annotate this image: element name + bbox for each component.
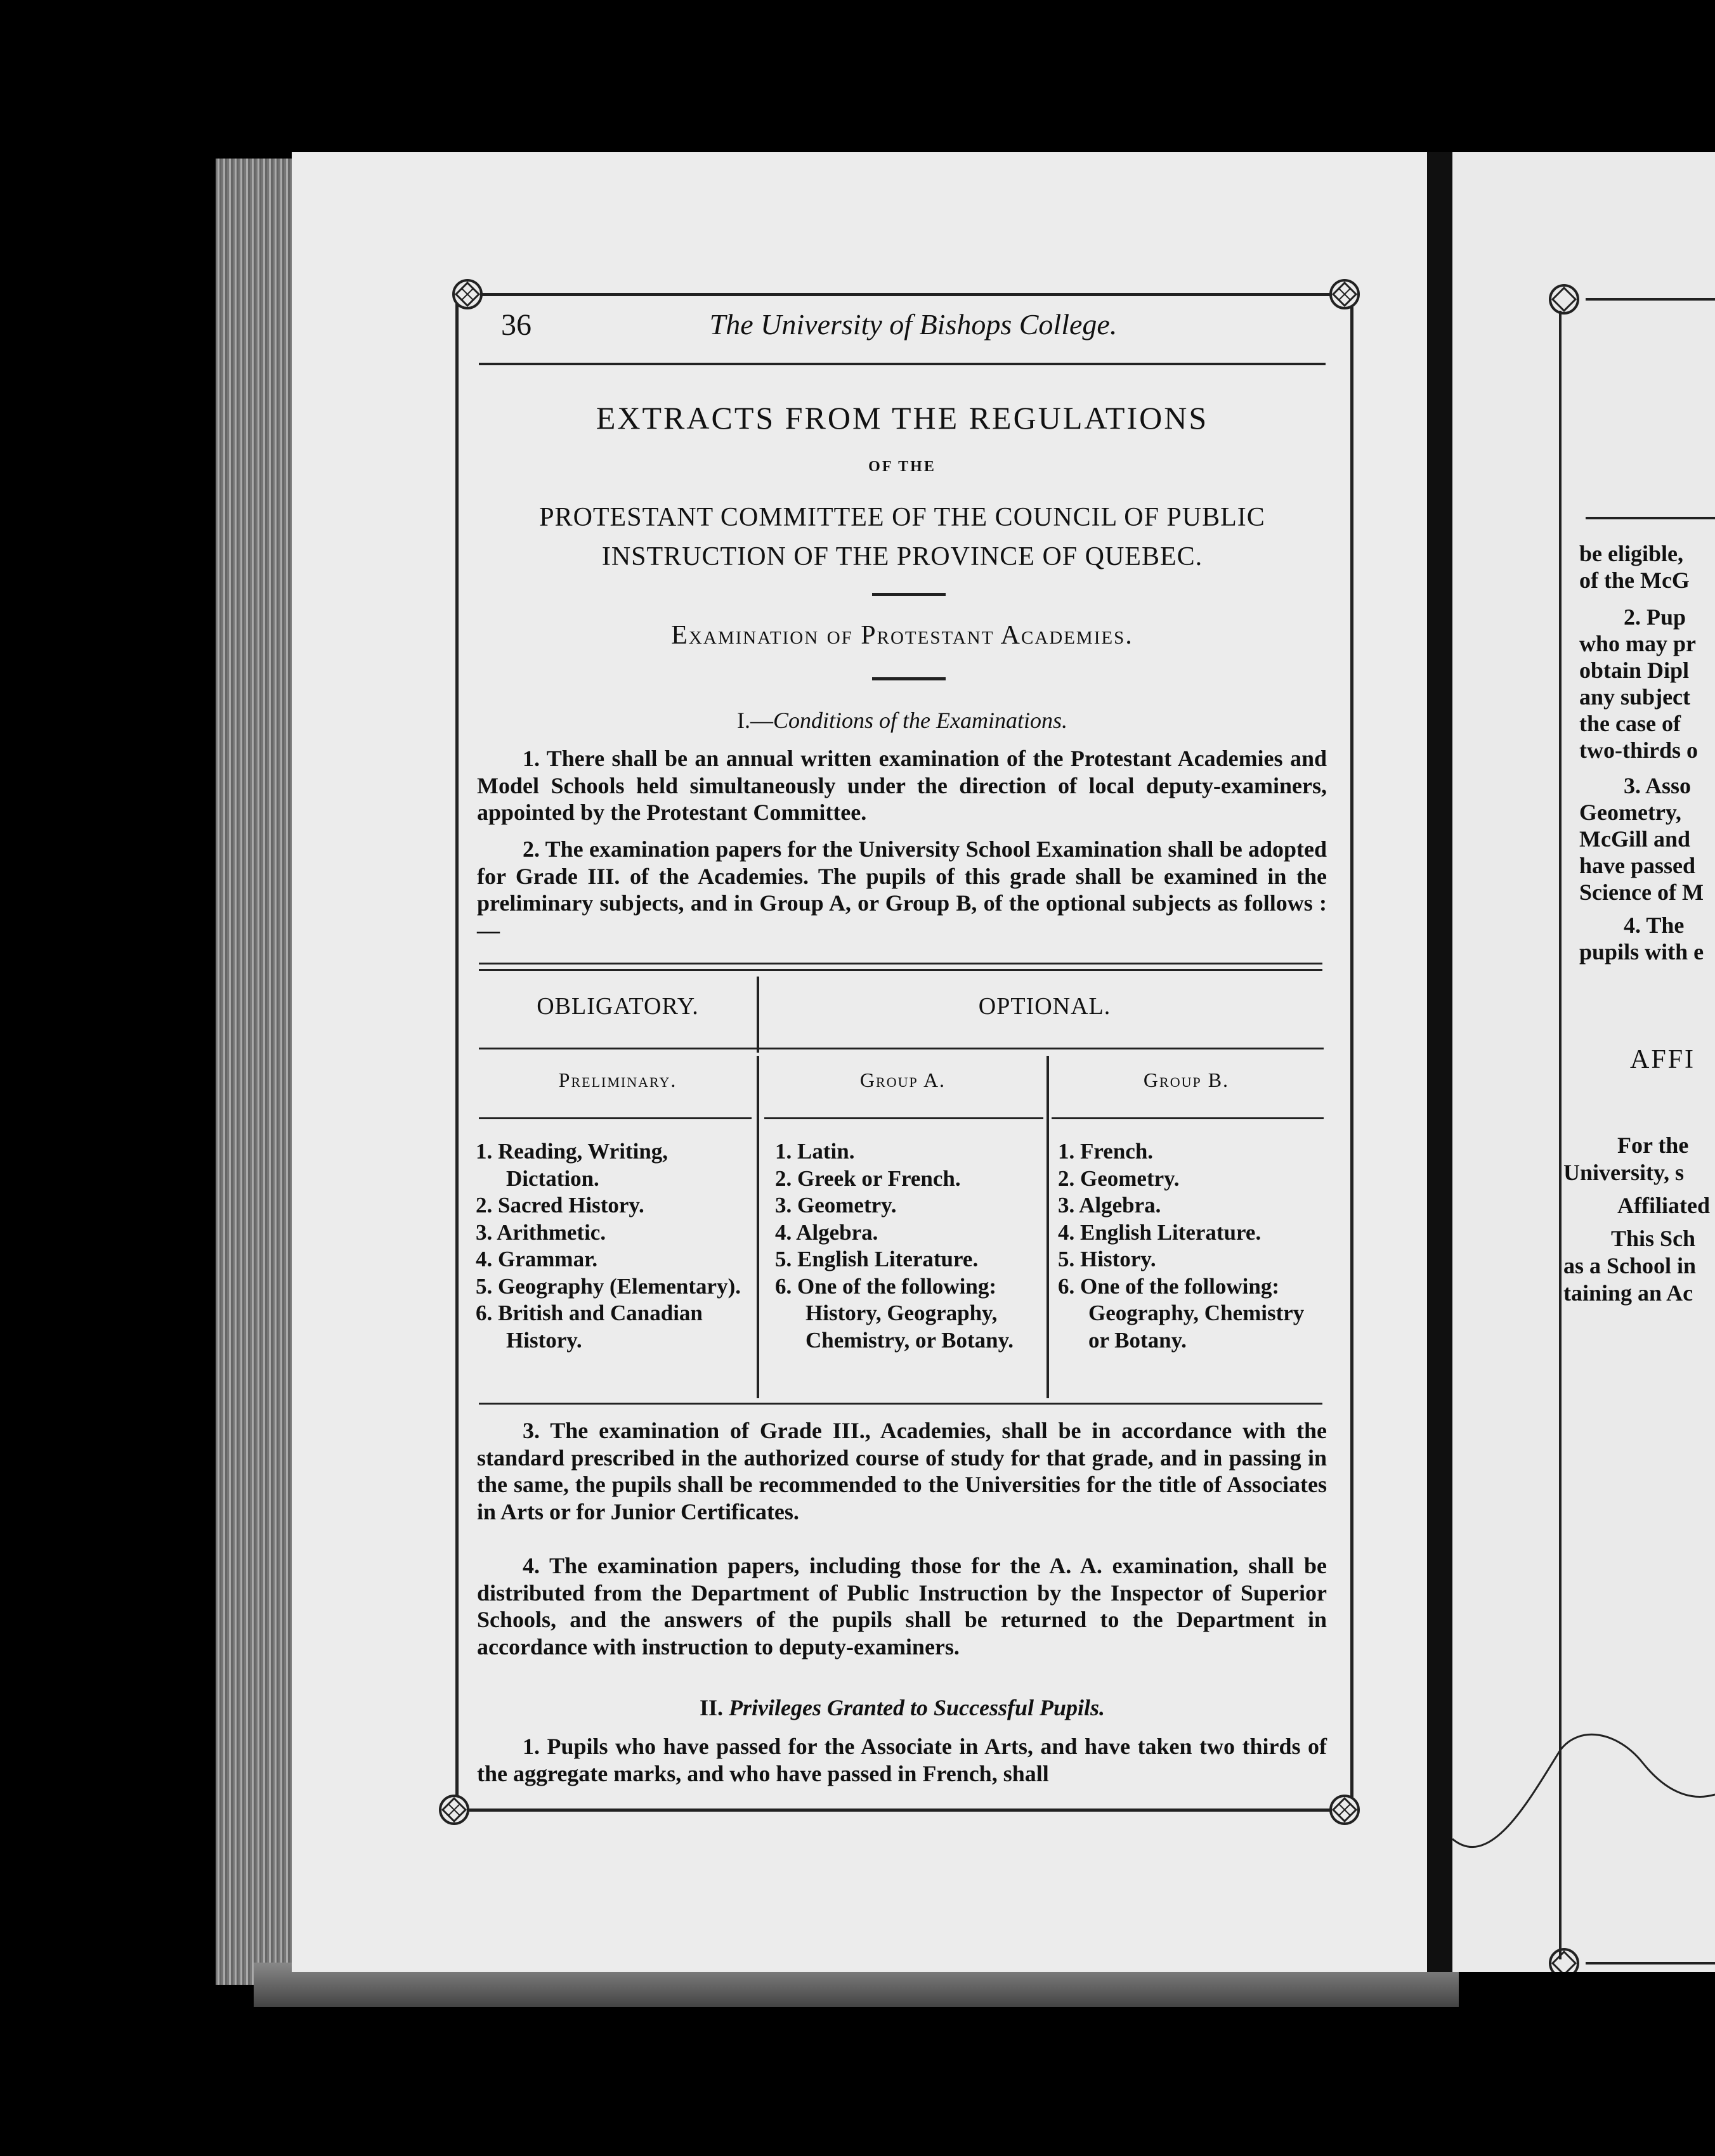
- list-item: 4. English Literature.: [1058, 1219, 1262, 1245]
- list-item: 4. Grammar.: [476, 1247, 598, 1271]
- section-title: Conditions of the Examinations.: [773, 708, 1067, 733]
- paragraph: 1. Pupils who have passed for the Associate in Arts, and have taken two thirds of the aggregate marks, and who have passed in French, shall: [477, 1734, 1327, 1786]
- right-page-bottom-rule: [1586, 1962, 1715, 1964]
- table-divider: [757, 1056, 759, 1398]
- right-page-line: obtain Dipl: [1579, 658, 1690, 683]
- list-item: 2. Greek or French.: [775, 1166, 961, 1191]
- table-rule: [1052, 1117, 1324, 1119]
- right-page-line: McGill and: [1579, 826, 1691, 852]
- table-top-rule: [479, 963, 1322, 964]
- list-item: 2. Geometry.: [1058, 1166, 1180, 1191]
- preliminary-list: [476, 1138, 755, 1354]
- right-page-line: This Sch: [1611, 1226, 1696, 1251]
- stray-pen-line-icon: [1452, 1725, 1715, 1877]
- list-item: 5. Geography (Elementary).: [476, 1273, 741, 1299]
- right-page-line: 4. The: [1624, 912, 1685, 938]
- corner-ornament-icon: [1548, 283, 1581, 316]
- corner-ornament-icon: [438, 1793, 471, 1826]
- right-page: [1452, 152, 1715, 1972]
- list-item: 6. One of the following: Geography, Chemistry or Botany.: [1058, 1273, 1305, 1353]
- group-b-header: Group B.: [1143, 1068, 1230, 1091]
- right-page-line: be eligible,: [1579, 541, 1683, 566]
- list-item: 3. Algebra.: [1058, 1193, 1161, 1218]
- list-item: 5. History.: [1058, 1247, 1156, 1271]
- right-page-frame-left: [1559, 311, 1562, 1959]
- examination-heading: Examination of Protestant Academies.: [671, 621, 1133, 650]
- title-connector: OF THE: [868, 458, 936, 475]
- paragraph: 4. The examination papers, including those for the A. A. examination, shall be distributed from the Department of Public Instruction by the Inspector of Superior Schools, and the answers of the pupils shall be returned to the Department in accordance with instruction to deputy-examiners.: [477, 1553, 1327, 1659]
- short-rule: [872, 593, 946, 596]
- optional-header: OPTIONAL.: [978, 993, 1111, 1020]
- list-item: 3. Arithmetic.: [476, 1219, 606, 1245]
- list-item: 1. Latin.: [775, 1139, 855, 1164]
- corner-ornament-icon: [1328, 278, 1361, 311]
- list-item: 6. British and Canadian History.: [476, 1301, 703, 1353]
- right-page-line: as a School in: [1563, 1253, 1697, 1278]
- section-title: Privileges Granted to Successful Pupils.: [729, 1695, 1105, 1720]
- section-heading: [469, 707, 1335, 734]
- table-rule: [479, 1048, 757, 1049]
- right-page-line: Science of M: [1579, 880, 1704, 905]
- list-item: 4. Algebra.: [775, 1219, 878, 1245]
- list-item: 1. French.: [1058, 1139, 1154, 1164]
- obligatory-header: OBLIGATORY.: [537, 993, 699, 1020]
- group-b-list: [1058, 1138, 1323, 1354]
- right-page-line: pupils with e: [1579, 939, 1704, 964]
- right-page-head-rule: [1586, 517, 1715, 519]
- running-head: [501, 308, 1326, 352]
- right-page-line: Affiliated: [1617, 1193, 1710, 1218]
- right-page-line: Geometry,: [1579, 800, 1681, 825]
- right-page-heading: AFFI: [1630, 1045, 1696, 1074]
- table-bottom-rule: [479, 1403, 1322, 1405]
- paragraph: 2. The examination papers for the University School Examination shall be adopted for Grade III. of the Academies. The pupils of this grade shall be examined in the preliminary subjects, and in Group A, or Group B, of the optional subjects as follows :—: [477, 836, 1327, 943]
- right-page-line: have passed: [1579, 853, 1696, 878]
- right-page-line: taining an Ac: [1563, 1280, 1693, 1306]
- right-page-line: who may pr: [1579, 631, 1697, 656]
- right-page-line: any subject: [1579, 684, 1691, 710]
- frame-bottom-rule: [469, 1809, 1335, 1812]
- right-page-line: 2. Pup: [1624, 604, 1686, 630]
- right-page-line: University, s: [1563, 1160, 1685, 1185]
- group-a-header: Group A.: [859, 1068, 946, 1091]
- table-top-rule: [479, 969, 1322, 971]
- right-page-line: 3. Asso: [1624, 773, 1692, 798]
- table-rule: [479, 1117, 752, 1119]
- right-page-line: the case of: [1579, 711, 1681, 736]
- committee-title-line: INSTRUCTION OF THE PROVINCE OF QUEBEC.: [601, 542, 1203, 571]
- head-rule: [479, 363, 1326, 365]
- table-divider: [1047, 1056, 1049, 1398]
- book-gutter: [1427, 152, 1452, 1972]
- frame-top-rule: [469, 293, 1335, 296]
- page-number: 36: [501, 308, 531, 342]
- document-title: EXTRACTS FROM THE REGULATIONS: [596, 400, 1209, 436]
- short-rule: [872, 677, 946, 680]
- right-page-top-rule: [1586, 298, 1715, 301]
- table-rule: [759, 1048, 1324, 1049]
- paragraph: 3. The examination of Grade III., Academies, shall be in accordance with the standard prescribed in the authorized course of study for that grade, and in passing in the same, the pupils shall be recommended to the Universities for the title of Associates in Arts or for Junior Certificates.: [477, 1418, 1327, 1524]
- group-a-list: [775, 1138, 1043, 1354]
- preliminary-header: Preliminary.: [558, 1068, 677, 1091]
- list-item: 2. Sacred History.: [476, 1193, 644, 1218]
- section-numeral: I.—: [737, 708, 773, 733]
- section-numeral: II.: [699, 1695, 724, 1720]
- running-title: The University of Bishops College.: [709, 308, 1118, 341]
- right-page-line: For the: [1617, 1133, 1689, 1158]
- list-item: 5. English Literature.: [775, 1247, 979, 1271]
- corner-ornament-icon: [451, 278, 484, 311]
- section-heading: [469, 1694, 1335, 1721]
- committee-title: [469, 498, 1335, 576]
- paragraph: 1. There shall be an annual written examination of the Protestant Academies and Model Schools held simultaneously under the direction of local deputy-examiners, appointed by the Protestant Committee.: [477, 746, 1327, 825]
- corner-ornament-icon: [1328, 1793, 1361, 1826]
- table-rule: [764, 1117, 1043, 1119]
- right-page-line: two-thirds o: [1579, 737, 1698, 763]
- right-page-line: of the McG: [1579, 568, 1690, 593]
- committee-title-line: PROTESTANT COMMITTEE OF THE COUNCIL OF PUBLIC: [539, 503, 1265, 532]
- list-item: 6. One of the following: History, Geography, Chemistry, or Botany.: [775, 1273, 1014, 1353]
- corner-ornament-icon: [1548, 1947, 1581, 1972]
- list-item: 3. Geometry.: [775, 1193, 897, 1218]
- list-item: 1. Reading, Writing, Dictation.: [476, 1139, 668, 1191]
